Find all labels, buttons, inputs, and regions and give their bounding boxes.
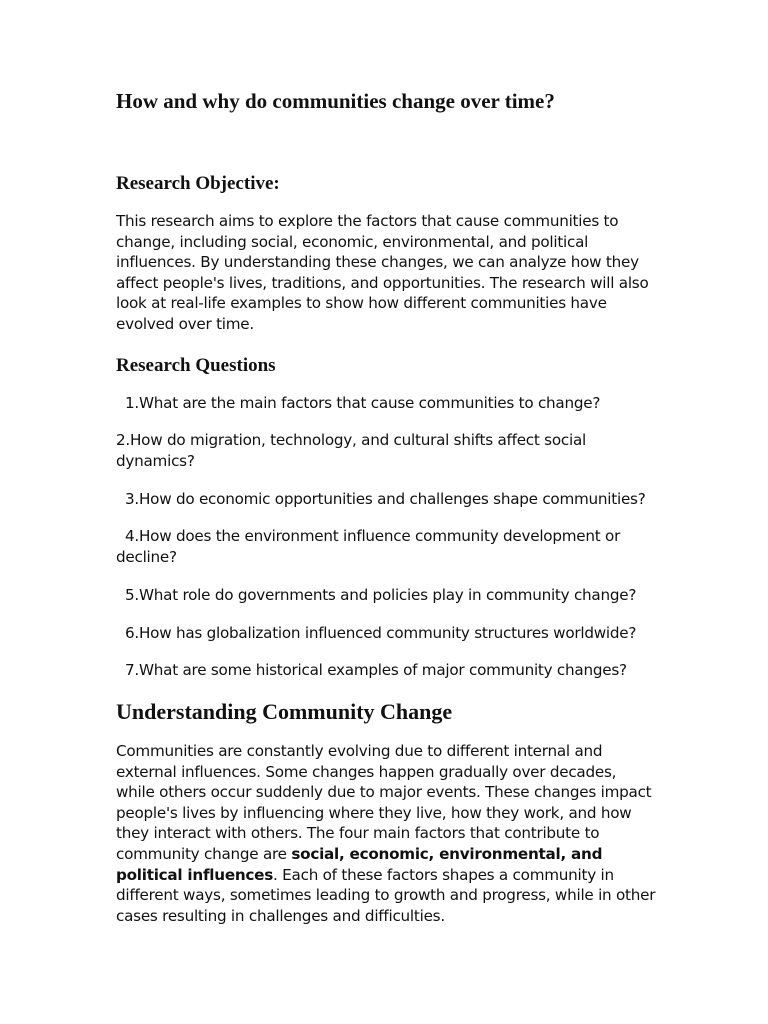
research-questions-heading: Research Questions <box>116 355 276 376</box>
paragraph-text-part-2: . Each of these factors shapes a community in different ways, sometimes leading to growth and progress, while in other cases resulting in challenges and difficulties. <box>116 865 656 925</box>
research-question-7: 7.What are some historical examples of major community changes? <box>125 661 627 679</box>
research-question-4: 4.How does the environment influence community development or decline? <box>116 527 621 566</box>
understanding-community-change-paragraph <box>116 741 656 926</box>
understanding-community-change-heading: Understanding Community Change <box>116 699 453 724</box>
research-objective-paragraph: This research aims to explore the factors that cause communities to change, including social, economic, environmental, and political influences. By understanding these changes, we can analyze how they affect people's lives, traditions, and opportunities. The research will also look at real-life examples to show how different communities have evolved over time. <box>116 212 649 333</box>
research-question-2: 2.How do migration, technology, and cultural shifts affect social dynamics? <box>116 431 586 470</box>
document-title: How and why do communities change over time? <box>116 89 555 113</box>
research-question-6: 6.How has globalization influenced community structures worldwide? <box>125 624 637 642</box>
research-question-5: 5.What role do governments and policies play in community change? <box>125 586 637 604</box>
research-question-1: 1.What are the main factors that cause communities to change? <box>125 394 601 412</box>
paragraph-text-part-1: Communities are constantly evolving due to different internal and external influences. Some changes happen gradually over decades, while others occur suddenly due to major events. These changes impact people's lives by influencing where they live, how they work, and how they interact with others. The four main factors that contribute to community change are <box>116 742 652 863</box>
research-question-3: 3.How do economic opportunities and challenges shape communities? <box>125 490 646 508</box>
research-objective-heading: Research Objective: <box>116 173 280 194</box>
paragraph-bold-phrase: social, economic, environmental, and political influences <box>116 844 603 884</box>
